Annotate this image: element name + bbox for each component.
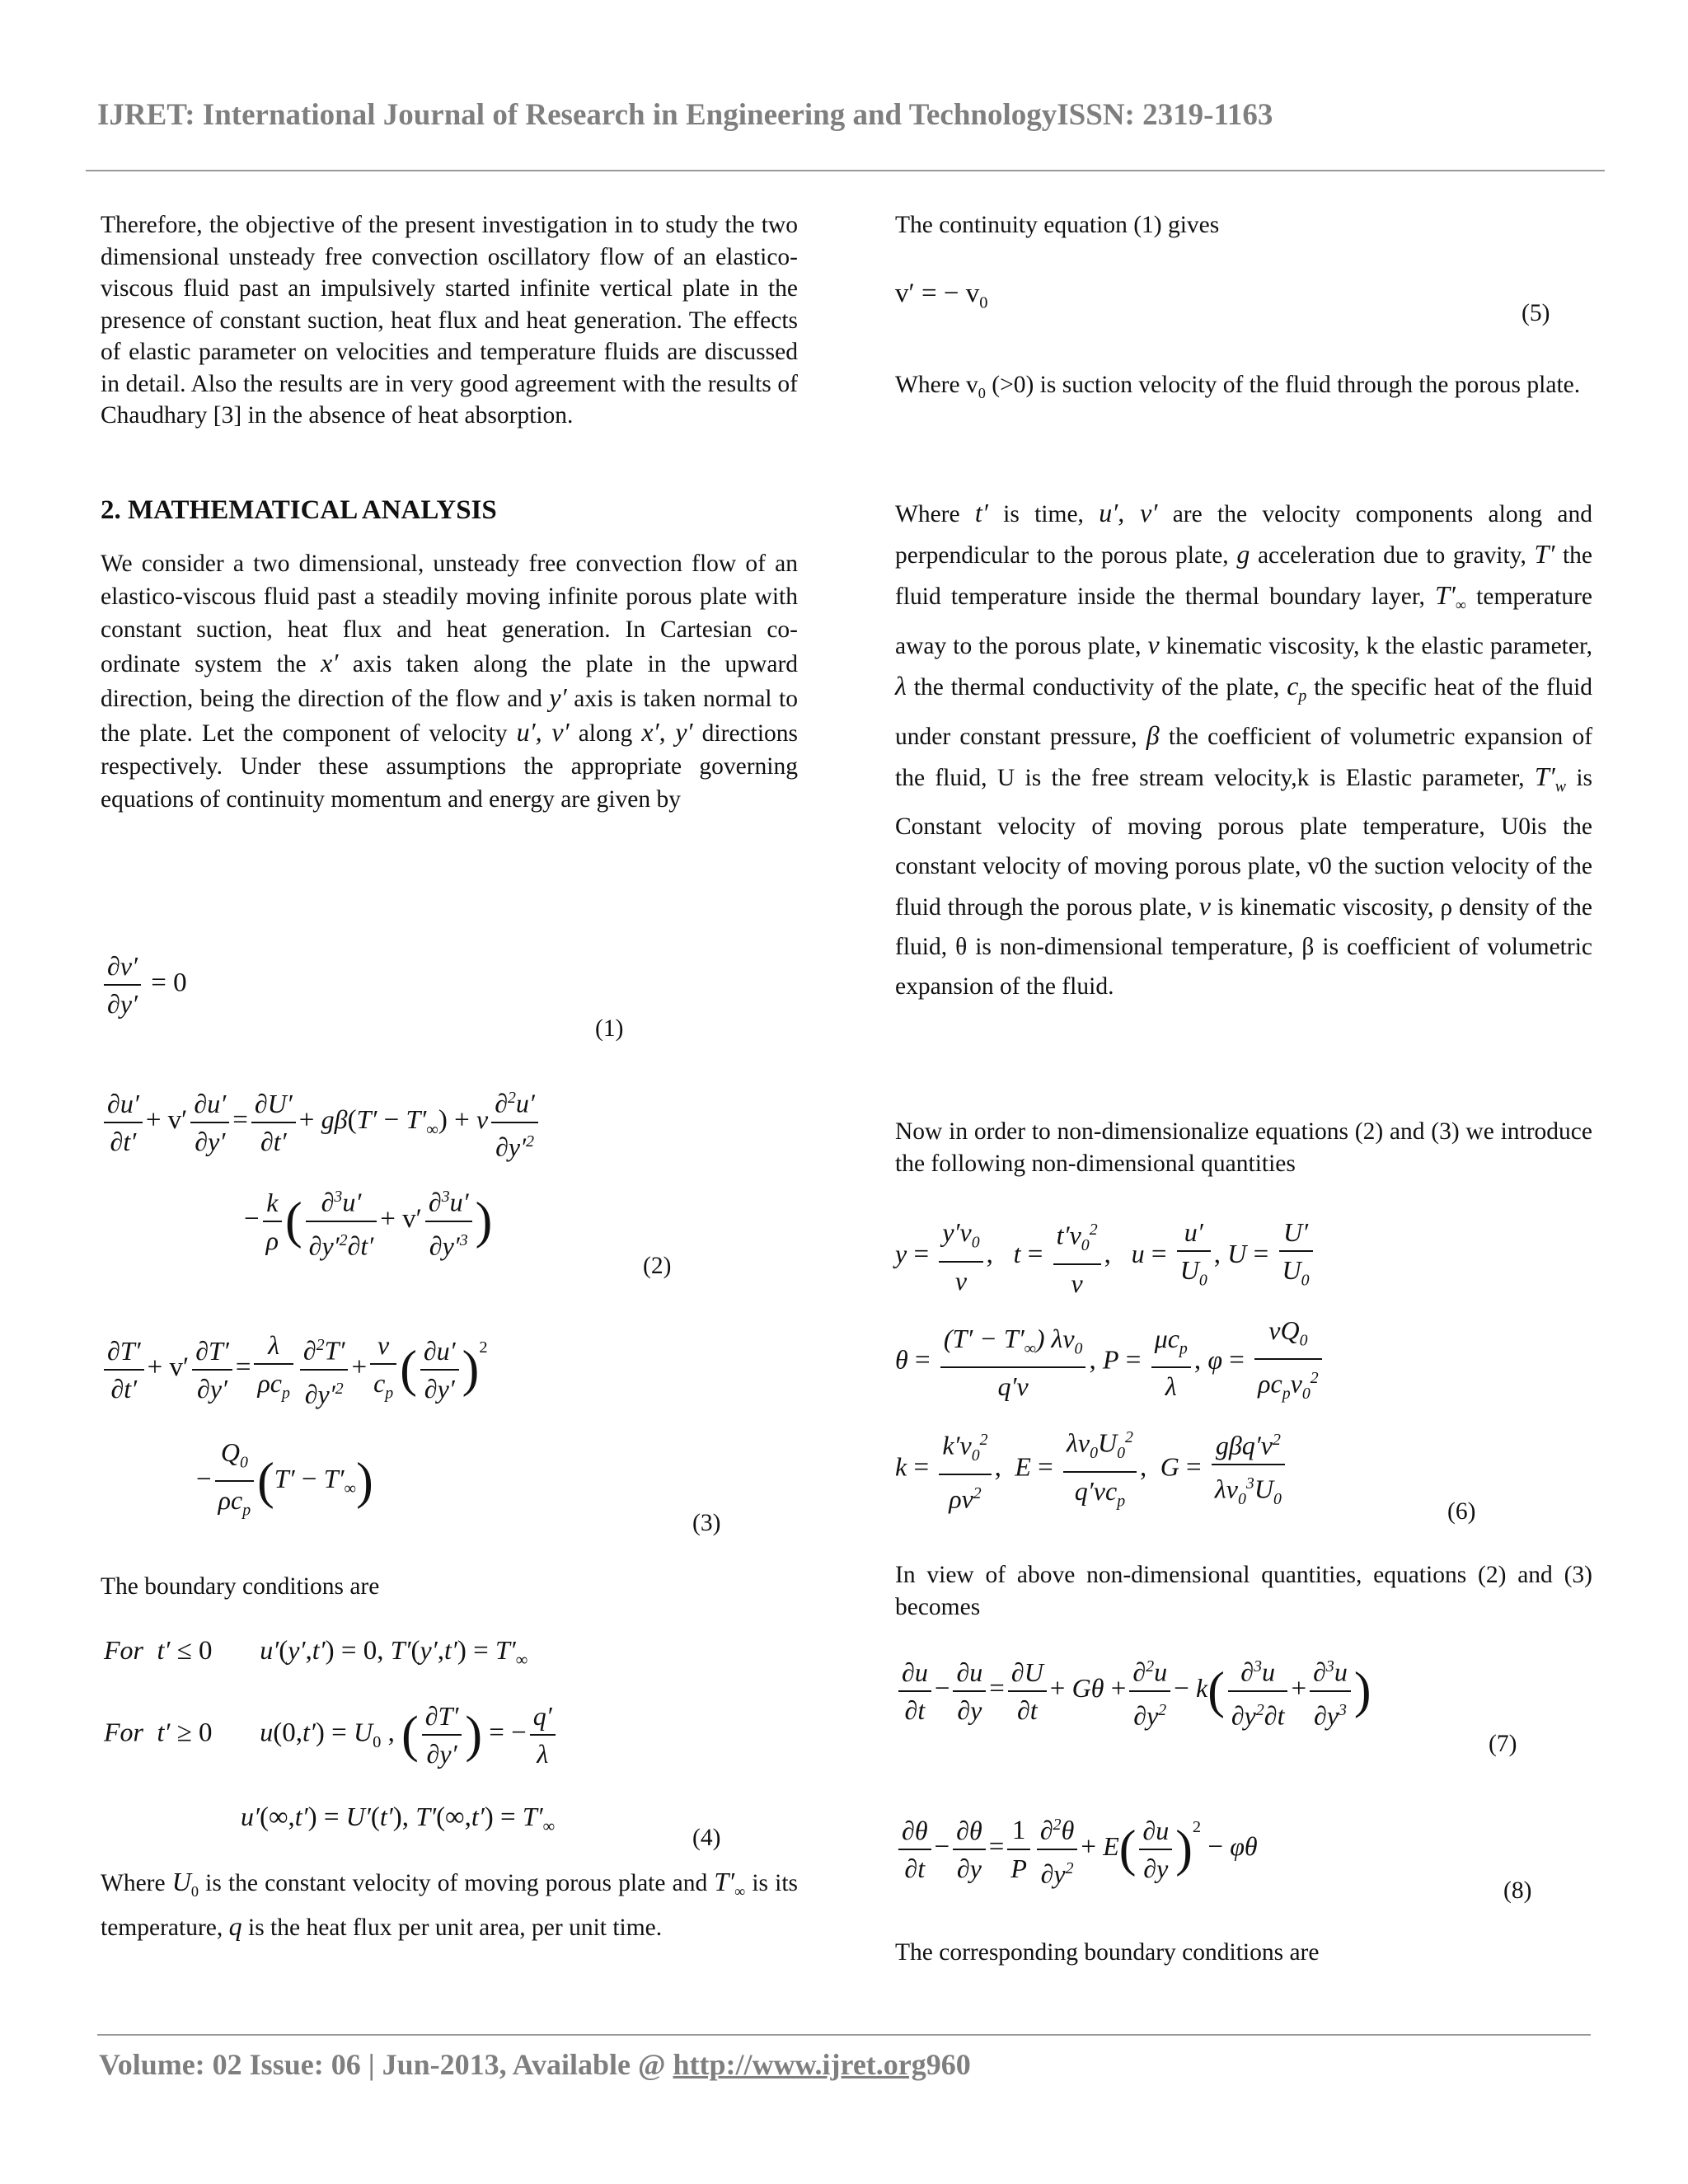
equation-4-line-3: u′(∞,t′) = U′(t′), $T'(\infty,t') = T'_\infty$ bbox=[241, 1802, 556, 1836]
equation-4-line-2: For t′ ≥ 0 $u(0,t') = U_0$ , ( $\frac{\partial T'}{\partial y'}$ ) = − $\frac{q'}{\lambda}$ bbox=[104, 1698, 559, 1772]
equation-3-number: (3) bbox=[692, 1510, 721, 1536]
equation-4-number: (4) bbox=[692, 1825, 721, 1851]
equation-4-line-1: For t′ ≤ 0 u′(y′,t′) = 0, $T'(y',t') = T'_\infty$ bbox=[104, 1635, 528, 1670]
section-heading: 2. MATHEMATICAL ANALYSIS bbox=[101, 495, 497, 525]
equation-1: $\frac{\partial v'}{\partial y'}$ = 0 bbox=[101, 948, 187, 1022]
equation-6-line-3: k = $\frac{k'v_0^2}{\rho\nu^2}$ , E = $\frac{\lambda v_0U_0^2}{q'\nu c_p}$ , G = $\frac{g\beta q'\nu^2}{\lambda v_0^3U_0}$ bbox=[895, 1419, 1288, 1519]
equation-5: v′ = − $v_0$ bbox=[895, 279, 988, 312]
view-text: In view of above non-dimensional quantities, equations (2) and (3) becomes bbox=[895, 1562, 1592, 1620]
equation-3-line-1: $\frac{\partial T'}{\partial t'}$ + v′ $\frac{\partial T'}{\partial y'}$ = $\frac{\lambda}{\rho c_p}$ $\frac{\partial^2T'}{\partial y'^2}$ + $\frac{\nu}{c_p}$ ( $\frac{\partial u'}{\partial y'}$ )$^2$ bbox=[101, 1327, 488, 1412]
corresponding-bc-text: The corresponding boundary conditions are bbox=[895, 1939, 1320, 1966]
suction-paragraph: Where $v_0$ (>0) is suction velocity of the fluid through the porous plate. bbox=[895, 372, 1581, 401]
boundary-intro: The boundary conditions are bbox=[101, 1573, 380, 1600]
equation-7-number: (7) bbox=[1489, 1731, 1517, 1757]
where-paragraph: Where $U_0$ is the constant velocity of moving porous plate and $T'_\infty$ is its temperature, q is the heat flux per unit area, per unit time. bbox=[101, 1867, 799, 1941]
equation-5-number: (5) bbox=[1522, 300, 1550, 326]
nondim-intro: Now in order to non-dimensionalize equations (2) and (3) we introduce the following non-dimensional quantities bbox=[895, 1118, 1592, 1177]
journal-link[interactable]: http://www.ijret.org bbox=[673, 2048, 926, 2081]
equation-3-line-2: − $\frac{Q_0}{\rho c_p}$ $(T' - T'_\infty)$ bbox=[196, 1434, 373, 1529]
equation-6-line-2: θ = $\frac{(T' - T'_\infty) \lambda v_0}{q'\nu}$ , P = $\frac{\mu c_p}{\lambda}$ , φ = $\frac{\nu Q_0}{\rho c_pv_0^2}$ bbox=[895, 1312, 1325, 1412]
header-rule bbox=[86, 170, 1605, 171]
equation-6-number: (6) bbox=[1447, 1498, 1476, 1525]
equation-2-number: (2) bbox=[643, 1253, 672, 1279]
equation-6-line-1: y = $\frac{y'v_0}{\nu}$ , t = $\frac{t'v_0^2}{\nu}$ , u = $\frac{u'}{U_0}$ , U = $\frac{U'}{U_0}$ bbox=[895, 1212, 1316, 1301]
continuity-text: The continuity equation (1) gives bbox=[895, 212, 1220, 238]
journal-header: IJRET: International Journal of Research in Engineering and TechnologyISSN: 2319-1163 bbox=[97, 98, 1273, 132]
equation-1-number: (1) bbox=[595, 1015, 624, 1042]
intro-paragraph: Therefore, the objective of the present investigation in to study the two dimensional unsteady free convection oscillatory flow of an elastico-viscous fluid past an impulsively started infinite vertical plate in the presence of constant suction, heat flux and heat generation. The effects of elastic parameter on velocities and temperature fluids are discussed in detail. Also the results are in very good agreement with the results of Chaudhary [3] in the absence of heat absorption. bbox=[101, 212, 798, 429]
equation-2-line-2: − $\frac{k}{\rho}$ ( $\frac{\partial^3u'}{\partial y'^2\partial t'}$ + v′ $\frac{\partial^3u'}{\partial y'^3}$ ) bbox=[244, 1179, 492, 1263]
equation-7: $\frac{\partial u}{\partial t}$ − $\frac{\partial u}{\partial y}$ = $\frac{\partial U}{\partial t}$ + Gθ + $\frac{\partial^2u}{\partial y^2}$ − k( $\frac{\partial^3u}{\partial y^2\partial t}$ + $\frac{\partial^3u}{\partial y^3}$ ) bbox=[895, 1648, 1372, 1733]
journal-footer: Volume: 02 Issue: 06 | Jun-2013, Available @ http://www.ijret.org960 bbox=[99, 2048, 971, 2081]
equation-8: $\frac{\partial\theta}{\partial t}$ − $\frac{\partial\theta}{\partial y}$ = $\frac{1}{P}$ $\frac{\partial^2\theta}{\partial y^2}$ + E( $\frac{\partial u}{\partial y}$ )$^2$ − φθ bbox=[895, 1807, 1258, 1891]
equation-8-number: (8) bbox=[1503, 1877, 1532, 1904]
analysis-paragraph: We consider a two dimensional, unsteady free convection flow of an elastico-viscous fluid past a steadily moving infinite porous plate with constant suction, heat flux and heat generation. In Cartesian co-ordinate system the x′ axis taken along the plate in the upward direction, being the direction of the flow and y′ axis is taken normal to the plate. Let the component of velocity u′, v′ along x′, y′ directions respectively. Under these assumptions the appropriate governing equations of continuity momentum and energy are given by bbox=[101, 551, 799, 813]
definitions-paragraph: Where t′ is time, u′, v′ are the velocity components along and perpendicular to the porous plate, g acceleration due to gravity, T′ the fluid temperature inside the thermal boundary layer, $T'_\infty$ temperature away to the porous plate, ν kinematic viscosity, k the elastic parameter, λ the thermal conductivity of the plate, $c_p$ the specific heat of the fluid under constant pressure, β the coefficient of volumetric expansion of the fluid, U is the free stream velocity,k is Elastic parameter, $T'_w$ is Constant velocity of moving porous plate temperature, U0is the constant velocity of moving porous plate, v0 the suction velocity of the fluid through the porous plate, ν is kinematic viscosity, ρ density of the fluid, θ is non-dimensional temperature, β is coefficient of volumetric expansion of the fluid. bbox=[895, 498, 1593, 1000]
footer-rule bbox=[97, 2034, 1591, 2036]
equation-2-line-1: $\frac{\partial u'}{\partial t'}$ + v′ $\frac{\partial u'}{\partial y'}$ = $\frac{\partial U'}{\partial t'}$ + $g\beta(T' - T'_\infty) + \nu$ $\frac{\partial^2u'}{\partial y'^2}$ bbox=[101, 1080, 542, 1165]
